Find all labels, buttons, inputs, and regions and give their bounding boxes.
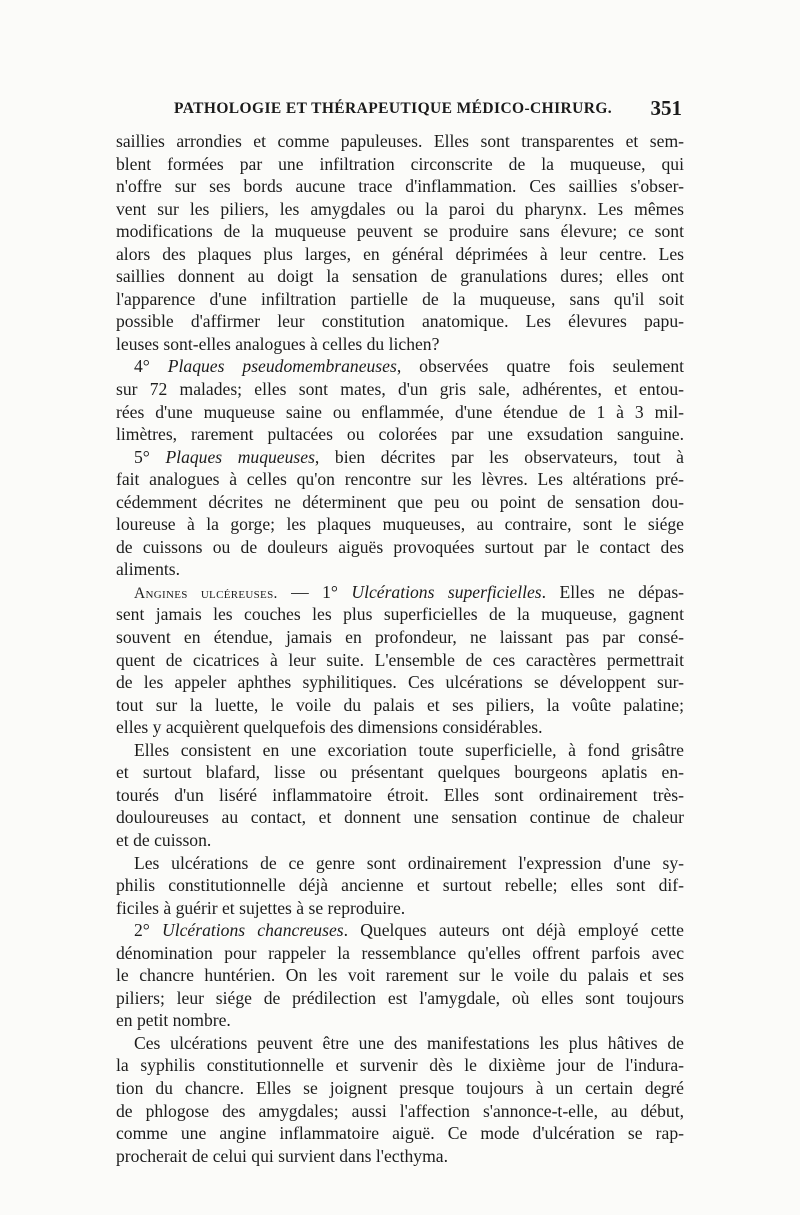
line-text: elles y acquièrent quelquefois des dimensions considérables. xyxy=(116,717,543,738)
text-line xyxy=(116,558,684,581)
line-text: saillies arrondies et comme papuleuses. Elles sont transparentes et sem- xyxy=(116,131,684,151)
line-text: sent jamais les couches les plus superficielles de la muqueuse, gagnent xyxy=(116,604,684,625)
line-text: la syphilis constitutionnelle et survenir dès le dixième jour de l'indura- xyxy=(116,1055,684,1076)
text-line xyxy=(116,987,684,1010)
line-text: aliments. xyxy=(116,559,181,580)
text-line xyxy=(116,942,684,965)
line-text: alors des plaques plus larges, en général déprimées à leur centre. Les xyxy=(116,243,684,264)
line-text: . Quelques auteurs ont déjà employé cette xyxy=(343,920,684,941)
item-title: Ulcérations chancreuses xyxy=(162,920,344,941)
text-line xyxy=(116,1100,684,1123)
line-text: . Elles ne dépas- xyxy=(541,581,685,602)
text-line xyxy=(116,1145,684,1168)
line-text: , observées quatre fois seulement xyxy=(396,356,684,377)
line-text: de cuissons ou de douleurs aiguës provoquées surtout par le contact des xyxy=(116,536,684,557)
text-line xyxy=(116,1032,684,1055)
line-text: possible d'affirmer leur constitution anatomique. Les élevures papu- xyxy=(116,311,684,332)
page-number: 351 xyxy=(650,96,682,120)
line-text: leuses sont-elles analogues à celles du lichen? xyxy=(116,333,440,354)
text-line xyxy=(116,626,684,649)
text-line xyxy=(116,671,684,694)
line-text: , bien décrites par les observateurs, tout à xyxy=(314,446,684,467)
text-line xyxy=(116,829,684,852)
text-line xyxy=(116,603,684,626)
text-line xyxy=(116,964,684,987)
line-text: en petit nombre. xyxy=(116,1010,231,1031)
line-text: modifications de la muqueuse peuvent se produire sans élevure; ce sont xyxy=(116,221,684,242)
text-line xyxy=(116,761,684,784)
text-line xyxy=(116,175,684,198)
line-text: dénomination pour rappeler la ressemblance qu'elles offrent parfois avec xyxy=(116,942,684,963)
line-text: souvent en étendue, jamais en profondeur, ne laissant pas par consé- xyxy=(116,627,684,648)
text-line xyxy=(116,874,684,897)
item-title: Plaques muqueuses xyxy=(165,446,315,467)
item-title: Plaques pseudomembraneuses xyxy=(167,356,397,377)
line-text: blent formées par une infiltration circonscrite de la muqueuse, qui xyxy=(116,153,684,174)
text-line xyxy=(116,243,684,266)
item-number: 2° xyxy=(134,920,163,941)
text-line xyxy=(116,265,684,288)
text-line xyxy=(116,1077,684,1100)
line-text: piliers; leur siége de prédilection est l'amygdale, où elles sont toujours xyxy=(116,987,684,1008)
text-line xyxy=(116,806,684,829)
line-text: tion du chancre. Elles se joignent presque toujours à un certain degré xyxy=(116,1077,684,1098)
item-number: 5° xyxy=(134,446,166,467)
line-text: le chancre huntérien. On les voit rarement sur le voile du palais et ses xyxy=(116,965,684,986)
line-text: l'apparence d'une infiltration partielle de la muqueuse, sans qu'il soit xyxy=(116,288,684,309)
line-text: et de cuisson. xyxy=(116,829,212,850)
text-line xyxy=(116,649,684,672)
line-text: philis constitutionnelle déjà ancienne et surtout rebelle; elles sont dif- xyxy=(116,875,684,896)
line-text: procherait de celui qui survient dans l'ecthyma. xyxy=(116,1145,448,1166)
text-line xyxy=(116,852,684,875)
item-title: Ulcérations superficielles xyxy=(351,581,542,602)
line-text: limètres, rarement pultacées ou colorées par une exsudation sanguine. xyxy=(116,424,684,445)
line-text: loureuse à la gorge; les plaques muqueuses, au contraire, sont le siége xyxy=(116,514,684,535)
text-line xyxy=(116,784,684,807)
line-text: comme une angine inflammatoire aiguë. Ce mode d'ulcération se rap- xyxy=(116,1123,684,1144)
text-line xyxy=(116,694,684,717)
text-line xyxy=(116,378,684,401)
text-line xyxy=(116,130,684,153)
text-line xyxy=(116,288,684,311)
text-line xyxy=(116,333,684,356)
text-line xyxy=(116,153,684,176)
text-line xyxy=(116,355,684,378)
line-text: de les appeler aphthes syphilitiques. Ces ulcérations se développent sur- xyxy=(116,672,684,693)
text-line xyxy=(116,423,684,446)
text-line xyxy=(116,581,684,604)
body-text xyxy=(116,130,684,1167)
item-number: 4° xyxy=(134,356,168,377)
text-line xyxy=(116,220,684,243)
text-line xyxy=(116,739,684,762)
line-text: Ces ulcérations peuvent être une des manifestations les plus hâtives de xyxy=(134,1032,684,1053)
text-line xyxy=(116,1009,684,1032)
text-line xyxy=(116,198,684,221)
text-line xyxy=(116,897,684,920)
text-line xyxy=(116,446,684,469)
line-text: et surtout blafard, lisse ou présentant quelques bourgeons aplatis en- xyxy=(116,762,684,783)
line-text: cédemment décrites ne déterminent que peu ou point de sensation dou- xyxy=(116,491,684,512)
line-text: fait analogues à celles qu'on rencontre sur les lèvres. Les altérations pré- xyxy=(116,469,684,490)
line-text: n'offre sur ses bords aucune trace d'inflammation. Ces saillies s'obser- xyxy=(116,176,684,197)
text-line xyxy=(116,919,684,942)
text-line xyxy=(116,401,684,424)
text-line xyxy=(116,536,684,559)
line-text: tourés d'un liséré inflammatoire étroit. Elles sont ordinairement très- xyxy=(116,784,684,805)
item-number: — 1° xyxy=(277,581,352,602)
text-line xyxy=(116,1054,684,1077)
line-text: saillies donnent au doigt la sensation de granulations dures; elles ont xyxy=(116,266,684,287)
line-text: Les ulcérations de ce genre sont ordinairement l'expression d'une sy- xyxy=(134,852,684,873)
line-text: rées d'une muqueuse saine ou enflammée, d'une étendue de 1 à 3 mil- xyxy=(116,401,684,422)
section-heading: Angines ulcéreuses. xyxy=(134,584,278,602)
text-line xyxy=(116,468,684,491)
page-header xyxy=(120,96,682,126)
text-line xyxy=(116,310,684,333)
text-line xyxy=(116,1122,684,1145)
line-text: vent sur les piliers, les amygdales ou la paroi du pharynx. Les mêmes xyxy=(116,198,684,219)
line-text: ficiles à guérir et sujettes à se reproduire. xyxy=(116,897,406,918)
text-line xyxy=(116,716,684,739)
text-line xyxy=(116,491,684,514)
running-title: PATHOLOGIE ET THÉRAPEUTIQUE MÉDICO-CHIRURG. xyxy=(174,100,613,117)
line-text: sur 72 malades; elles sont mates, d'un gris sale, adhérentes, et entou- xyxy=(116,379,684,400)
line-text: de phlogose des amygdales; aussi l'affection s'annonce-t-elle, au début, xyxy=(116,1100,684,1121)
line-text: tout sur la luette, le voile du palais et ses piliers, la voûte palatine; xyxy=(116,694,684,715)
line-text: Elles consistent en une excoriation toute superficielle, à fond grisâtre xyxy=(134,739,684,760)
line-text: douloureuses au contact, et donnent une sensation continue de chaleur xyxy=(116,807,684,828)
line-text: quent de cicatrices à leur suite. L'ensemble de ces caractères permettrait xyxy=(116,649,684,670)
text-line xyxy=(116,513,684,536)
